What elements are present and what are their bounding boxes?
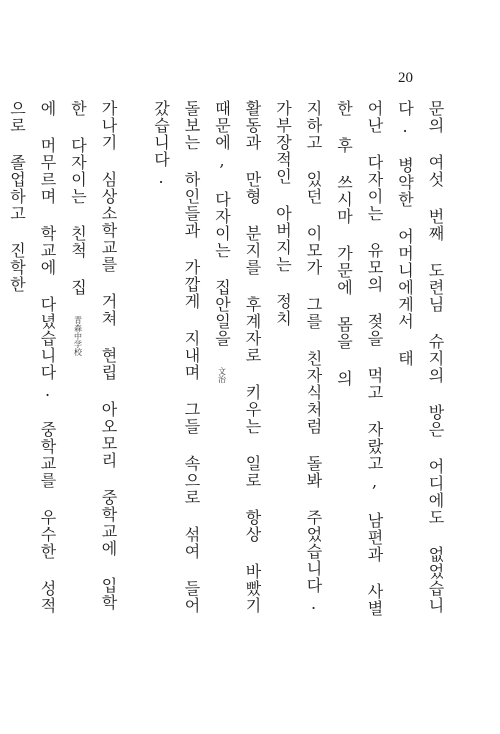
text-column: 지하고 있던 이모가 그를 친자식처럼 돌봐 주었습니다. 가부장적인 아버지는 정치	[273, 100, 323, 614]
text-column	[62, 100, 123, 620]
text-column: 문의 여섯 번째 도련님 슈지의 방은 어디에도 없었습니다. 병약한 어머니에게서 태	[395, 100, 445, 614]
text-column	[206, 100, 267, 620]
page-number: 20	[398, 70, 413, 86]
column-text: 가나기 심상소학교를 거쳐 현립 아오모리 중학교에 입학한 다자이는 친척 집	[68, 100, 118, 611]
text-column: 에 머무르며 학교에 다녔습니다. 중학교를 우수한 성적으로 졸업하고 진학한	[7, 100, 57, 614]
hanja-annotation: 青森中学校	[73, 316, 83, 356]
text-column: 돌보는 하인들과 가깝게 지내며 그들 속으로 섞여 들어갔습니다.	[151, 100, 201, 614]
vertical-text-body	[0, 100, 450, 620]
column-text: 활동과 만형 분지를 후계자로 키우는 일로 항상 바빴기 때문에, 다자이는 집안일을	[212, 100, 262, 614]
hanja-annotation: 文治	[217, 367, 227, 383]
text-column: 어난 다자이는 유모의 젖을 먹고 자랐고, 남편과 사별한 후 쓰시마 가문에 몸을 의	[334, 100, 384, 617]
text-column	[0, 100, 1, 620]
